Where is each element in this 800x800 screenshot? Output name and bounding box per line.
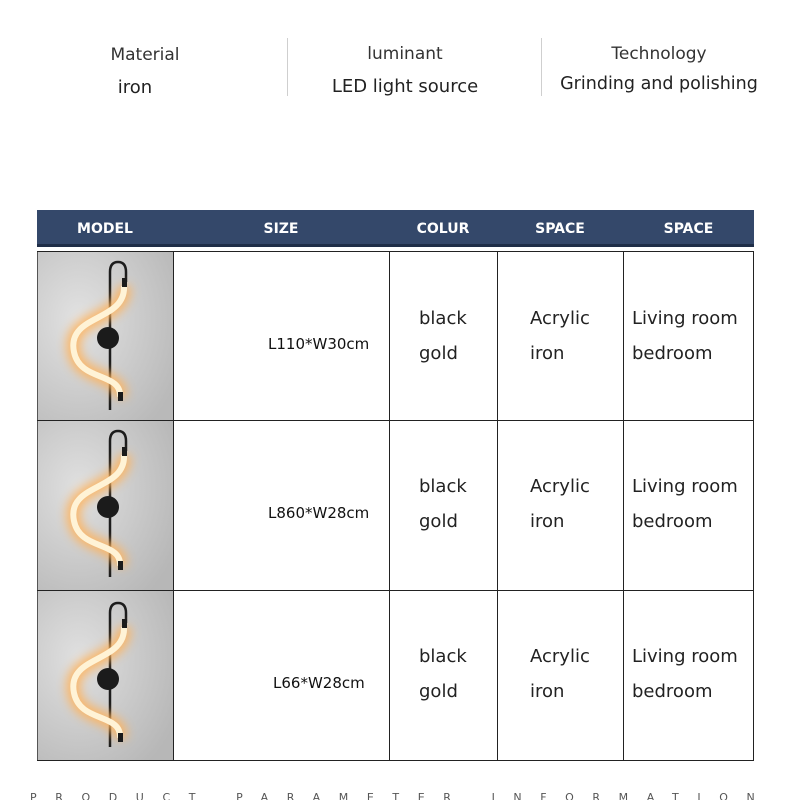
spec-label: luminant [367, 44, 443, 64]
table-row [37, 591, 754, 761]
footer-text: PRODUCT PARAMETER INFORMATION [30, 792, 774, 800]
space-value: bedroom [632, 681, 713, 702]
space-value: Living room [632, 646, 738, 667]
colour-value: black [419, 308, 467, 329]
material-values [530, 639, 590, 709]
product-photo [37, 252, 174, 420]
wall-lamp-icon [38, 591, 174, 760]
spec-luminant [310, 44, 500, 97]
spec-strip [0, 0, 800, 120]
spec-label: Material [110, 45, 180, 65]
colour-value: black [419, 646, 467, 667]
colour-values [419, 301, 467, 371]
material-value: iron [530, 681, 565, 702]
material-value: iron [530, 511, 565, 532]
table-header [37, 210, 754, 247]
space-value: bedroom [632, 511, 713, 532]
wall-lamp-icon [38, 421, 174, 590]
spec-divider [287, 38, 288, 96]
space-cell [624, 252, 754, 420]
space-values [632, 639, 738, 709]
header-size: SIZE [263, 221, 299, 237]
material-value: Acrylic [530, 308, 590, 329]
space-value: Living room [632, 476, 738, 497]
spec-technology [548, 44, 770, 94]
size-cell [174, 421, 390, 590]
material-values [530, 469, 590, 539]
colour-cell [390, 421, 498, 590]
material-values [530, 301, 590, 371]
spec-value: iron [117, 77, 153, 98]
spec-material [90, 45, 200, 98]
size-value: L860*W28cm [268, 504, 370, 522]
spec-value: Grinding and polishing [560, 74, 758, 94]
parameter-table [37, 210, 754, 762]
colour-value: gold [419, 511, 458, 532]
size-cell [174, 591, 390, 760]
product-photo [37, 421, 174, 590]
space-values [632, 469, 738, 539]
colour-values [419, 639, 467, 709]
material-cell [498, 252, 624, 420]
size-value: L110*W30cm [268, 335, 370, 353]
header-material: SPACE [535, 221, 585, 237]
size-value: L66*W28cm [273, 674, 365, 692]
material-cell [498, 591, 624, 760]
spec-label: Technology [611, 44, 707, 64]
colour-cell [390, 591, 498, 760]
table-row [37, 421, 754, 591]
space-value: Living room [632, 308, 738, 329]
product-photo [37, 591, 174, 760]
size-cell [174, 252, 390, 420]
space-cell [624, 591, 754, 760]
colour-cell [390, 252, 498, 420]
space-value: bedroom [632, 343, 713, 364]
colour-values [419, 469, 467, 539]
space-values [632, 301, 738, 371]
spec-divider [541, 38, 542, 96]
colour-value: gold [419, 343, 458, 364]
colour-value: black [419, 476, 467, 497]
spec-value: LED light source [331, 76, 479, 97]
wall-lamp-icon [38, 252, 174, 420]
footer-caption [0, 792, 800, 800]
colour-value: gold [419, 681, 458, 702]
material-value: iron [530, 343, 565, 364]
space-cell [624, 421, 754, 590]
header-colour: COLUR [416, 221, 470, 237]
header-space: SPACE [663, 221, 714, 237]
material-value: Acrylic [530, 476, 590, 497]
material-cell [498, 421, 624, 590]
table-row [37, 251, 754, 421]
header-model: MODEL [77, 221, 133, 237]
material-value: Acrylic [530, 646, 590, 667]
